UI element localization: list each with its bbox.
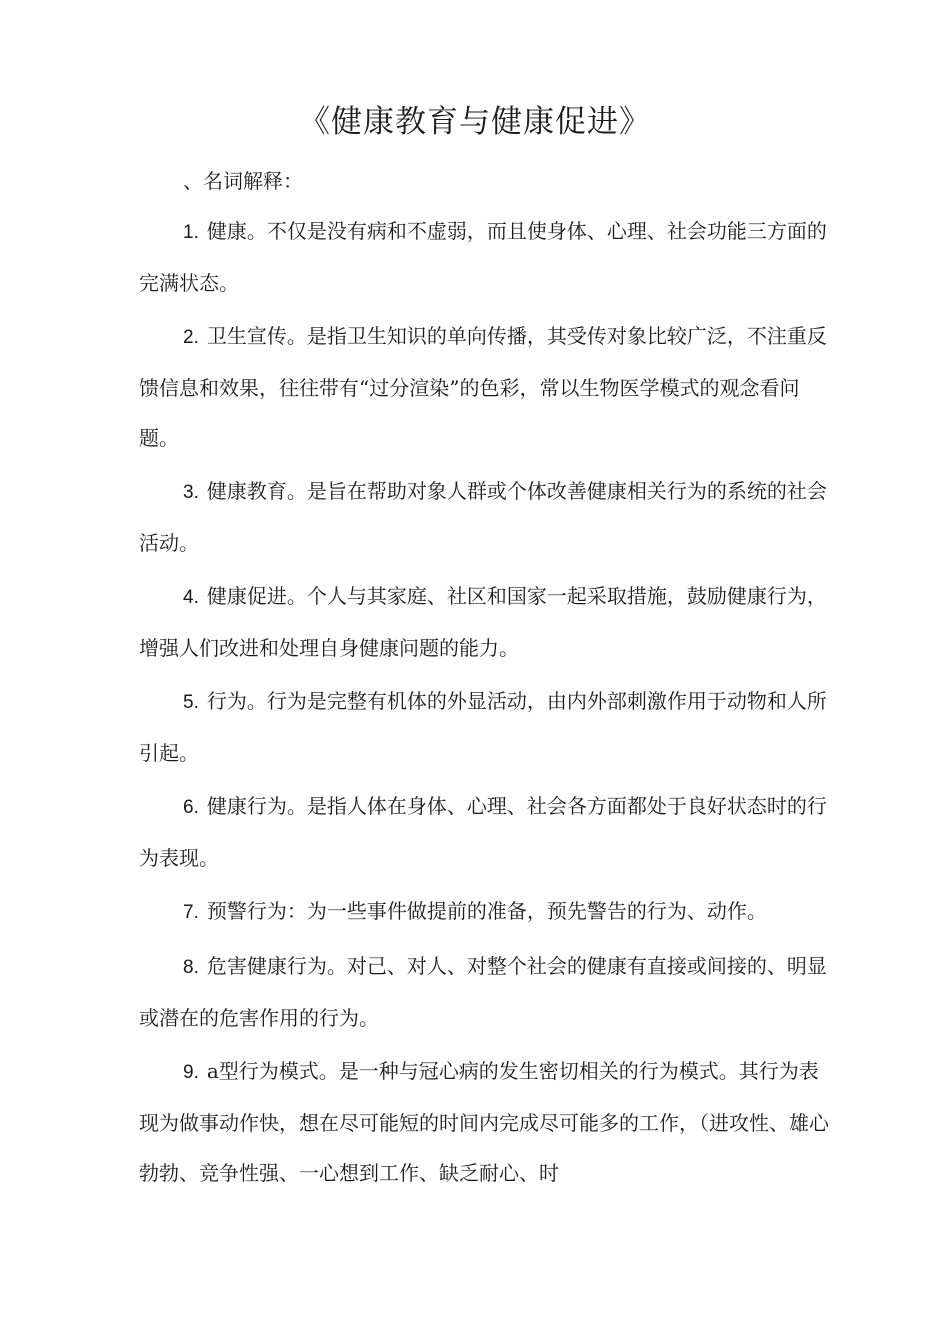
definition-item <box>139 206 829 308</box>
section-heading: 、名词解释： <box>183 169 303 193</box>
document-title: 《健康教育与健康促进》 <box>299 104 651 140</box>
item-number: 3. <box>183 482 199 503</box>
item-number: 4. <box>183 587 199 608</box>
definition-item <box>139 676 829 778</box>
item-number: 6. <box>183 797 199 818</box>
item-number: 8. <box>183 957 199 978</box>
item-number: 5. <box>183 692 199 713</box>
item-number: 9. <box>183 1062 199 1083</box>
item-text: 健康行为。是指人体在身体、心理、社会各方面都处于良好状态时的行为表现。 <box>139 794 827 870</box>
definition-item <box>139 466 829 568</box>
item-text: 预警行为：为一些事件做提前的准备，预先警告的行为、动作。 <box>206 899 767 923</box>
definition-item <box>139 781 829 883</box>
item-text: 行为。行为是完整有机体的外显活动，由内外部刺激作用于动物和人所引起。 <box>139 689 827 765</box>
definition-item <box>139 941 829 1043</box>
item-text: 卫生宣传。是指卫生知识的单向传播，其受传对象比较广泛，不注重反馈信息和效果，往往带有“过分渲染”的色彩，常以生物医学模式的观念看问题。 <box>139 324 827 450</box>
definition-item <box>139 571 829 673</box>
item-text: 健康促进。个人与其家庭、社区和国家一起采取措施，鼓励健康行为，增强人们改进和处理自身健康问题的能力。 <box>139 584 827 660</box>
item-number: 7. <box>183 902 199 923</box>
definition-item <box>139 886 829 938</box>
item-number: 1. <box>183 222 199 243</box>
item-text: 健康教育。是旨在帮助对象人群或个体改善健康相关行为的系统的社会活动。 <box>139 479 827 555</box>
definition-item <box>139 311 829 463</box>
document-body <box>139 156 829 1201</box>
item-number: 2. <box>183 327 199 348</box>
item-text: 健康。不仅是没有病和不虚弱，而且使身体、心理、社会功能三方面的完满状态。 <box>139 219 827 295</box>
definition-item <box>139 1046 829 1198</box>
item-text: 危害健康行为。对己、对人、对整个社会的健康有直接或间接的、明显或潜在的危害作用的行为。 <box>139 954 827 1030</box>
item-text: a型行为模式。是一种与冠心病的发生密切相关的行为模式。其行为表现为做事动作快，想在尽可能短的时间内完成尽可能多的工作，（进攻性、雄心勃勃、竞争性强、一心想到工作、缺乏耐心、时 <box>139 1059 829 1185</box>
